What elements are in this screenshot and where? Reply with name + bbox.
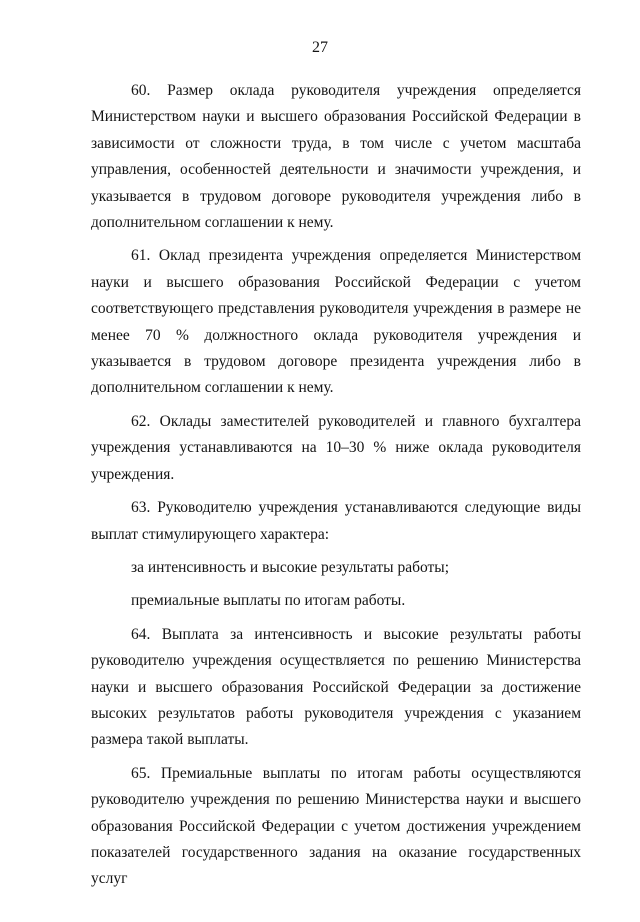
paragraph-61: 61. Оклад президента учреждения определяется Министерством науки и высшего образования Российской Федерации с учетом соответствующего представления руководителя учреждения в размере не менее 70 % должностного оклада руководителя учреждения и указывается в трудовом договоре президента учреждения либо в дополнительном соглашении к нему. — [91, 247, 581, 397]
document-body — [91, 78, 581, 893]
page-number: 27 — [312, 39, 328, 56]
paragraph-60: 60. Размер оклада руководителя учреждения определяется Министерством науки и высшего образования Российской Федерации в зависимости от сложности труда, в том числе с учетом масштаба управления, особенностей деятельности и значимости учреждения, и указывается в трудовом договоре руководителя учреждения либо в дополнительном соглашении к нему. — [91, 82, 581, 232]
paragraph-63: 63. Руководителю учреждения устанавливаются следующие виды выплат стимулирующего характера: — [91, 499, 581, 543]
paragraph-65: 65. Премиальные выплаты по итогам работы осуществляются руководителю учреждения по решению Министерства науки и высшего образования Российской Федерации с учетом достижения учреждением показателей государственного задания на оказание государственных услуг — [91, 764, 581, 888]
list-item: премиальные выплаты по итогам работы. — [131, 592, 406, 610]
list-item: за интенсивность и высокие результаты работы; — [131, 558, 450, 576]
paragraph-62: 62. Оклады заместителей руководителей и главного бухгалтера учреждения устанавливаются на 10–30 % ниже оклада руководителя учреждения. — [91, 412, 581, 483]
paragraph-64: 64. Выплата за интенсивность и высокие результаты работы руководителю учреждения осуществляется по решению Министерства науки и высшего образования Российской Федерации за достижение высоких результатов работы руководителя учреждения с указанием размера такой выплаты. — [91, 625, 581, 749]
